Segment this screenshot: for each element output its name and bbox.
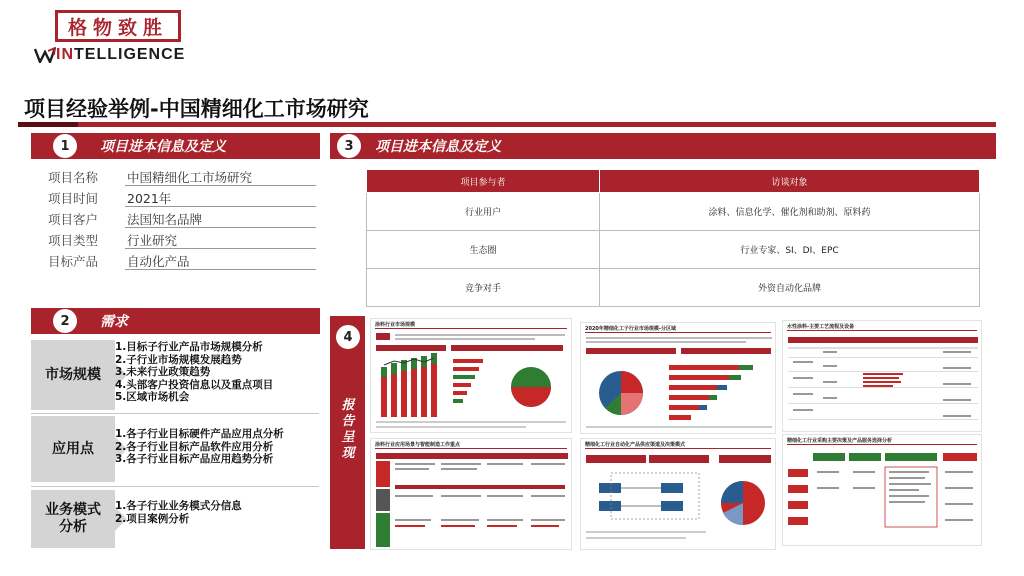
table-cell: 涂料、信息化学、催化剂和助剂、原料药	[600, 193, 980, 231]
info-label: 项目类型	[48, 233, 99, 248]
info-label: 项目名称	[48, 170, 99, 185]
thumbnail-2-graphic	[581, 323, 776, 434]
info-value: 行业研究	[125, 231, 316, 249]
need-item: 3.各子行业目标产品应用趋势分析	[115, 453, 274, 465]
thumbnail-title: 水性涂料-主要工艺流程及设备	[787, 324, 855, 330]
table-cell: 行业用户	[367, 193, 600, 231]
table-row	[367, 193, 980, 231]
participants-table	[366, 169, 980, 307]
need-item: 4.头部客户投资信息以及重点项目	[115, 378, 274, 391]
thumbnail-title: 2020年精细化工子行业市场规模-分区域	[585, 326, 676, 332]
need-group-business-model	[31, 490, 115, 548]
need-item: 2.各子行业目标产品软件应用分析	[115, 440, 274, 453]
need-item: 2.子行业市场规模发展趋势	[115, 353, 242, 366]
need-group-label-line1: 业务模式	[45, 502, 101, 518]
section2-number: 2	[53, 309, 77, 333]
logo-wordmark	[34, 46, 185, 64]
section2-title: 需求	[100, 314, 128, 330]
thumbnail-title: 涂料行业应用场景与智能制造工作重点	[375, 442, 461, 448]
title-divider	[18, 122, 996, 127]
thumbnail-5-graphic	[581, 439, 776, 550]
need-item: 1.目标子行业产品市场规模分析	[115, 341, 263, 353]
need-list-business-model	[115, 500, 242, 525]
table-row	[367, 269, 980, 307]
logo-seal-text: 格物致胜	[67, 16, 168, 39]
thumbnail-title: 精细化工行业自动化产品供应渠道及决策模式	[585, 442, 686, 448]
info-value: 法国知名品牌	[125, 210, 316, 228]
need-divider	[31, 486, 319, 487]
section3-header	[330, 133, 996, 159]
section3-number: 3	[337, 134, 361, 158]
info-row-product	[48, 250, 316, 270]
need-item: 2.项目案例分析	[115, 512, 190, 525]
section4-label: 报告呈现	[341, 398, 355, 461]
table-row	[367, 231, 980, 269]
table-cell: 生态圈	[367, 231, 600, 269]
need-group-market-size	[31, 340, 115, 410]
report-thumbnail-2	[580, 322, 776, 434]
section4-number: 4	[336, 325, 360, 349]
logo-seal	[55, 10, 181, 42]
need-group-label: 市场规模	[45, 366, 101, 383]
table-header-row	[367, 170, 980, 193]
need-item: 1.各子行业业务模式分信息	[115, 500, 242, 512]
info-value: 自动化产品	[125, 252, 316, 270]
section1-header	[31, 133, 320, 159]
report-thumbnail-3	[782, 320, 982, 432]
logo-w-icon	[34, 47, 56, 63]
info-row-name	[48, 166, 316, 186]
logo-wordmark-rest: TELLIGENCE	[74, 46, 186, 63]
column-header: 项目参与者	[367, 170, 600, 193]
need-group-application	[31, 416, 115, 482]
section1-title: 项目进本信息及定义	[100, 139, 226, 155]
thumbnail-6-graphic	[783, 435, 982, 546]
section2-header	[31, 308, 320, 334]
thumbnail-title: 精细化工行业采购主要决策及产品服务选择分析	[787, 438, 893, 444]
need-divider	[31, 413, 319, 414]
info-row-type	[48, 229, 316, 249]
info-value: 2021年	[125, 189, 316, 207]
section3-title: 项目进本信息及定义	[375, 139, 501, 155]
report-thumbnail-6	[782, 434, 982, 546]
need-item: 1.各子行业目标硬件产品应用点分析	[115, 428, 284, 440]
info-label: 项目时间	[48, 191, 99, 206]
report-thumbnail-4	[370, 438, 572, 550]
thumbnail-title: 涂料行业市场规模	[375, 322, 416, 328]
report-thumbnail-1	[370, 318, 572, 433]
need-item: 5.区域市场机会	[115, 391, 190, 403]
table-cell: 外资自动化品牌	[600, 269, 980, 307]
info-value: 中国精细化工市场研究	[125, 168, 316, 186]
need-item: 3.未来行业政策趋势	[115, 366, 211, 378]
thumbnail-1-graphic	[371, 319, 572, 433]
report-thumbnail-5	[580, 438, 776, 550]
logo-wordmark-prefix: IN	[56, 46, 74, 63]
section1-number: 1	[53, 134, 77, 158]
table-cell: 行业专家、SI、DI、EPC	[600, 231, 980, 269]
need-group-label: 应用点	[52, 440, 94, 457]
need-group-label-line2: 分析	[59, 519, 87, 535]
need-list-market-size	[115, 341, 273, 404]
thumbnail-3-graphic	[783, 321, 982, 432]
thumbnail-4-graphic	[371, 439, 572, 550]
page-title: 项目经验举例-中国精细化工市场研究	[24, 97, 369, 121]
table-cell: 竞争对手	[367, 269, 600, 307]
info-row-client	[48, 208, 316, 228]
need-list-application	[115, 428, 284, 466]
info-row-time	[48, 187, 316, 207]
info-label: 目标产品	[48, 254, 99, 269]
column-header: 访谈对象	[600, 170, 980, 193]
info-label: 项目客户	[48, 212, 99, 227]
